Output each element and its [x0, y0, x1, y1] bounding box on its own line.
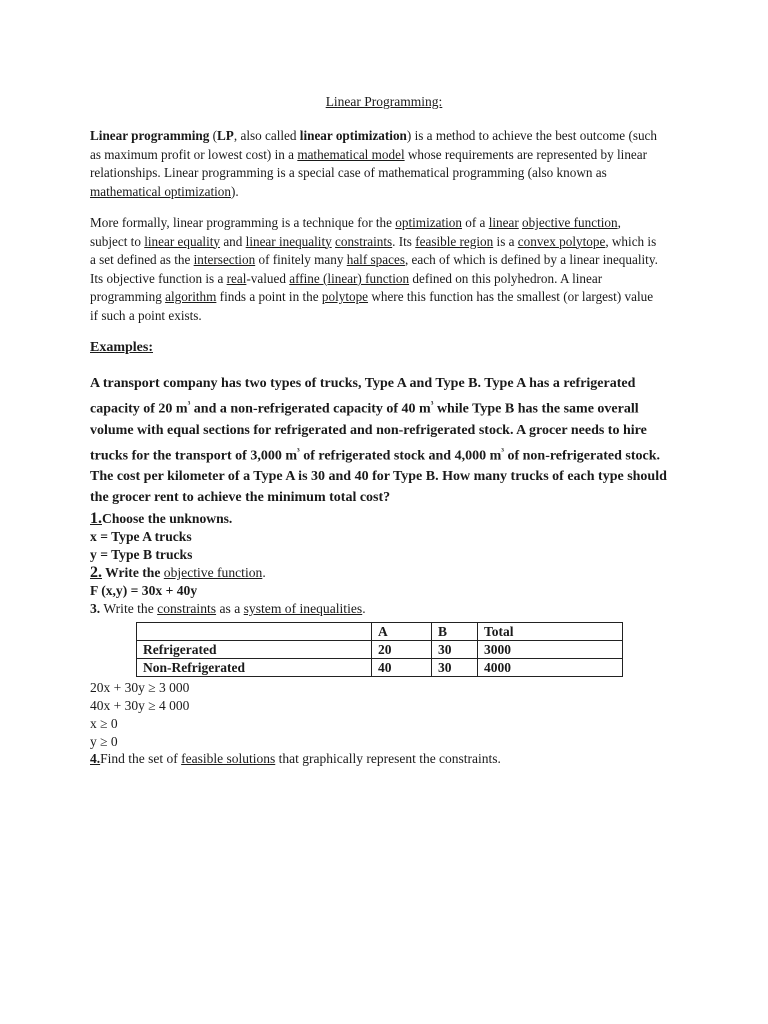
text-run: , also called: [233, 128, 300, 143]
step-text: .: [362, 601, 366, 616]
link-mathematical-model[interactable]: mathematical model: [297, 146, 405, 162]
text-run: ) is a method to achieve the best outcome (such as maximum profit or lowest cost) in a: [90, 128, 658, 162]
text-run: ).: [231, 183, 239, 199]
step-2: [90, 564, 690, 582]
constraints-table: [136, 622, 623, 677]
inequalities-list: [90, 679, 189, 751]
inequality: y ≥ 0: [90, 734, 118, 749]
superscript: ³: [297, 445, 300, 456]
step-text: Choose the unknowns.: [102, 511, 233, 526]
text-run: while Type B has the same overall volume with equal sections for refrigerated and non-refrigerated stock. A grocer needs to hire trucks for the transport of 3,000 m: [90, 401, 647, 464]
link-objective-function[interactable]: objective function: [522, 215, 618, 230]
step-1: [90, 510, 690, 528]
superscript: ³: [430, 399, 434, 409]
inequality: x ≥ 0: [90, 716, 118, 731]
link-feasible-region[interactable]: feasible region: [415, 233, 494, 249]
link-polytope[interactable]: polytope: [321, 289, 369, 305]
link-optimization[interactable]: optimization: [395, 215, 462, 230]
intro-paragraph: [90, 127, 660, 201]
unknown-y: y = Type B trucks: [90, 547, 193, 562]
term-lp: LP: [217, 128, 234, 143]
term-linear-optimization: linear optimization: [299, 128, 407, 143]
inequality: 40x + 30y ≥ 4 000: [90, 698, 190, 713]
table-cell: 30: [432, 659, 478, 677]
step-number: 4.: [90, 751, 101, 766]
table-header-cell: A: [372, 623, 432, 641]
text-run: A transport company has two types of trucks, Type A and Type B. Type A has a refrigerated capacity of 20 m: [90, 376, 636, 417]
table-cell: Refrigerated: [137, 641, 372, 659]
link-system-of-inequalities[interactable]: system of inequalities: [243, 601, 363, 616]
text-run: whose requirements are represented by linear relationships. Linear programming is a special case of mathematical programming (also known as: [90, 146, 648, 181]
table-row: [137, 641, 623, 659]
page-title: Linear Programming:: [325, 94, 443, 109]
table-cell: [137, 623, 372, 641]
step-text: Write the: [102, 565, 164, 580]
table-cell: 3000: [478, 641, 623, 659]
text-run: . Its: [392, 233, 416, 249]
text-run: (: [209, 128, 218, 143]
step-text: Find the set of: [100, 751, 182, 766]
formal-definition-paragraph: [90, 214, 660, 326]
text-run: and a non-refrigerated capacity of 40 m: [190, 401, 431, 417]
link-linear-inequality[interactable]: linear inequality: [245, 233, 332, 249]
step-number: 3.: [90, 601, 101, 616]
link-algorithm[interactable]: algorithm: [165, 289, 217, 305]
text-run: is a: [493, 233, 518, 249]
table-cell: 30: [432, 641, 478, 659]
text-run: finds a point in the: [216, 289, 322, 305]
link-feasible-solutions[interactable]: feasible solutions: [181, 751, 276, 766]
text-run: of non-refrigerated stock. The cost per kilometer of a Type A is 30 and 40 for Type B. How many trucks of each type should the grocer rent to achieve the minimum total cost?: [90, 448, 667, 506]
link-mathematical-optimization[interactable]: mathematical optimization: [90, 183, 231, 199]
link-linear[interactable]: linear: [488, 215, 519, 230]
link-constraints[interactable]: constraints: [335, 233, 393, 249]
table-cell: Non-Refrigerated: [137, 659, 372, 677]
superscript: ³: [501, 445, 504, 456]
text-run: of a: [461, 215, 489, 230]
table-cell: 20: [372, 641, 432, 659]
text-run: and: [220, 233, 246, 249]
table-header-cell: B: [432, 623, 478, 641]
link-real[interactable]: real: [226, 270, 247, 286]
solution-steps: [90, 510, 690, 618]
text-run: More formally, linear programming is a technique for the: [90, 215, 396, 230]
text-run: of refrigerated stock and 4,000 m: [299, 448, 502, 464]
text-run: , each of which is defined by a linear inequality. Its objective function is a: [90, 252, 658, 286]
link-intersection[interactable]: intersection: [193, 252, 256, 268]
step-number: 1.: [90, 510, 102, 527]
table-header-row: [137, 623, 623, 641]
link-convex-polytope[interactable]: convex polytope: [517, 233, 606, 249]
step-text: that graphically represent the constraints.: [275, 751, 501, 766]
step-text: as a: [216, 601, 244, 616]
link-linear-equality[interactable]: linear equality: [144, 233, 221, 249]
table-header-cell: Total: [478, 623, 623, 641]
table-row: [137, 659, 623, 677]
text-run: where this function has the smallest (or largest) value if such a point exists.: [90, 289, 654, 323]
step-4: [90, 750, 501, 768]
text-run: of finitely many: [255, 252, 347, 268]
term-linear-programming: Linear programming: [90, 128, 210, 143]
link-constraints-step[interactable]: constraints: [157, 601, 217, 616]
text-run: , which is a set defined as the: [90, 233, 657, 268]
text-run: defined on this polyhedron. A linear programming: [90, 270, 603, 305]
step-text: Write the: [100, 601, 158, 616]
link-objective-function-step[interactable]: objective function: [163, 565, 263, 580]
table-cell: 4000: [478, 659, 623, 677]
link-affine-function[interactable]: affine (linear) function: [289, 270, 410, 286]
superscript: ³: [187, 399, 191, 409]
examples-heading: Examples:: [90, 340, 153, 355]
example-problem: [90, 373, 675, 508]
text-run: -valued: [246, 270, 290, 286]
step-number: 2.: [90, 564, 102, 581]
link-half-spaces[interactable]: half spaces: [346, 252, 405, 268]
objective-function: F (x,y) = 30x + 40y: [90, 583, 198, 598]
step-text: .: [262, 565, 266, 580]
step-3: [90, 600, 690, 618]
inequality: 20x + 30y ≥ 3 000: [90, 680, 190, 695]
unknown-x: x = Type A trucks: [90, 529, 192, 544]
text-run: , subject to: [90, 215, 621, 249]
table-cell: 40: [372, 659, 432, 677]
